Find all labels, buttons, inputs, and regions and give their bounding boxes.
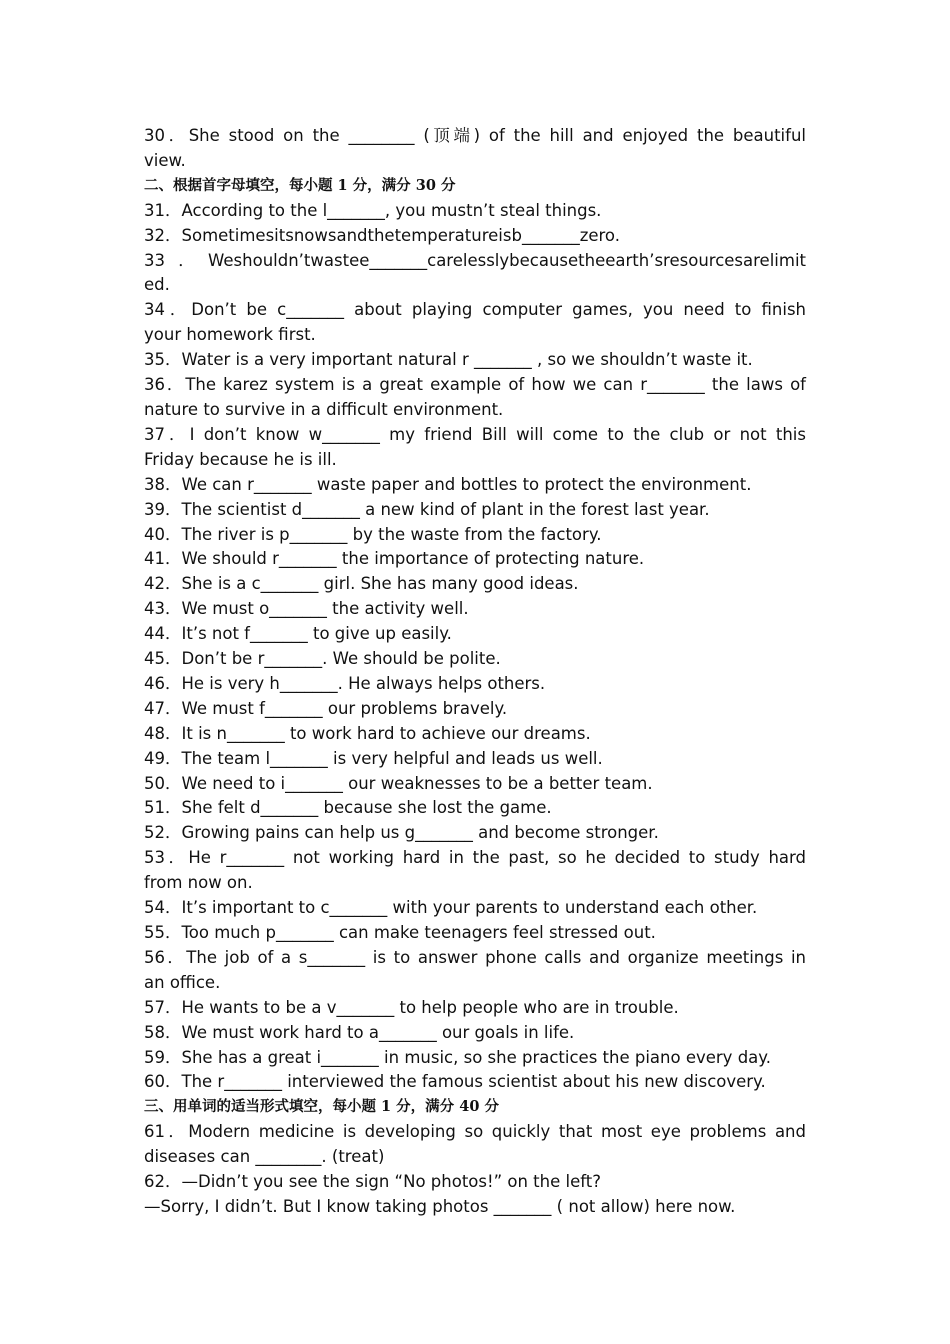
question-line: 53．He r_______ not working hard in the past, so he decided to study hard: [144, 848, 806, 868]
question-line: 42．She is a c_______ girl. She has many good ideas.: [144, 574, 579, 594]
question-line: 39．The scientist d_______ a new kind of plant in the forest last year.: [144, 499, 710, 519]
question-line: 41．We should r_______ the importance of protecting nature.: [144, 549, 645, 569]
section-header: 二、根据首字母填空，每小题 1 分，满分 30 分: [144, 176, 456, 194]
question-line: 48．It is n_______ to work hard to achieve our dreams.: [144, 723, 591, 743]
question-line: your homework first.: [144, 325, 316, 345]
question-line: 44．It’s not f_______ to give up easily.: [144, 624, 452, 644]
question-line: 55．Too much p_______ can make teenagers feel stressed out.: [144, 923, 656, 942]
question-line: 59．She has a great i_______ in music, so she practices the piano every day.: [144, 1047, 771, 1067]
question-line: diseases can ________. (treat): [144, 1147, 385, 1167]
question-line: 60．The r_______ interviewed the famous scientist about his new discovery.: [144, 1072, 766, 1092]
question-line: view.: [144, 150, 186, 170]
question-line: from now on.: [144, 873, 253, 893]
question-line: 56．The job of a s_______ is to answer phone calls and organize meetings in: [144, 947, 806, 967]
question-line: an office.: [144, 972, 221, 992]
question-line: 47．We must f_______ our problems bravely.: [144, 698, 508, 718]
question-line: 61．Modern medicine is developing so quickly that most eye problems and: [144, 1122, 806, 1142]
question-line: 35．Water is a very important natural r _______ , so we shouldn’t waste it.: [144, 350, 753, 370]
question-line: 58．We must work hard to a_______ our goals in life.: [144, 1022, 575, 1042]
question-line: 37．I don’t know w_______ my friend Bill will come to the club or not this: [144, 424, 806, 444]
question-line: —Sorry, I didn’t. But I know taking photos _______ ( not allow) here now.: [144, 1196, 736, 1216]
question-line: 34．Don’t be c_______ about playing computer games, you need to finish: [144, 300, 806, 320]
question-line: 43．We must o_______ the activity well.: [144, 599, 469, 619]
question-line: 45．Don’t be r_______. We should be polite.: [144, 649, 501, 669]
question-line: 62．—Didn’t you see the sign “No photos!” on the left?: [144, 1172, 601, 1192]
question-line: Friday because he is ill.: [144, 449, 337, 469]
worksheet-page: [144, 124, 806, 1220]
question-line: 52．Growing pains can help us g_______ and become stronger.: [144, 823, 659, 843]
section-header: 三、用单词的适当形式填空，每小题 1 分，满分 40 分: [144, 1098, 499, 1116]
question-line: 50．We need to i_______ our weaknesses to be a better team.: [144, 773, 653, 793]
question-line: 49．The team l_______ is very helpful and leads us well.: [144, 748, 603, 768]
question-line: 51．She felt d_______ because she lost the game.: [144, 798, 552, 818]
question-line: 38．We can r_______ waste paper and bottles to protect the environment.: [144, 474, 752, 494]
question-line: 40．The river is p_______ by the waste from the factory.: [144, 524, 602, 544]
question-line: 33．Weshouldn’twastee_______carelesslybecausetheearth’sresourcesarelimit: [144, 250, 806, 270]
question-line: nature to survive in a difficult environment.: [144, 399, 504, 419]
question-line: ed.: [144, 275, 170, 295]
question-line: 46．He is very h_______. He always helps others.: [144, 673, 546, 693]
question-line: 31．According to the l_______, you mustn’t steal things.: [144, 200, 602, 220]
question-line: 54．It’s important to c_______ with your parents to understand each other.: [144, 898, 758, 918]
question-line: 36．The karez system is a great example of how we can r_______ the laws of: [144, 375, 806, 395]
question-line: 30．She stood on the ________ (顶端) of the hill and enjoyed the beautiful: [144, 126, 806, 145]
question-line: 57．He wants to be a v_______ to help people who are in trouble.: [144, 997, 679, 1017]
question-line: 32．Sometimesitsnowsandthetemperatureisb_______zero.: [144, 225, 620, 245]
